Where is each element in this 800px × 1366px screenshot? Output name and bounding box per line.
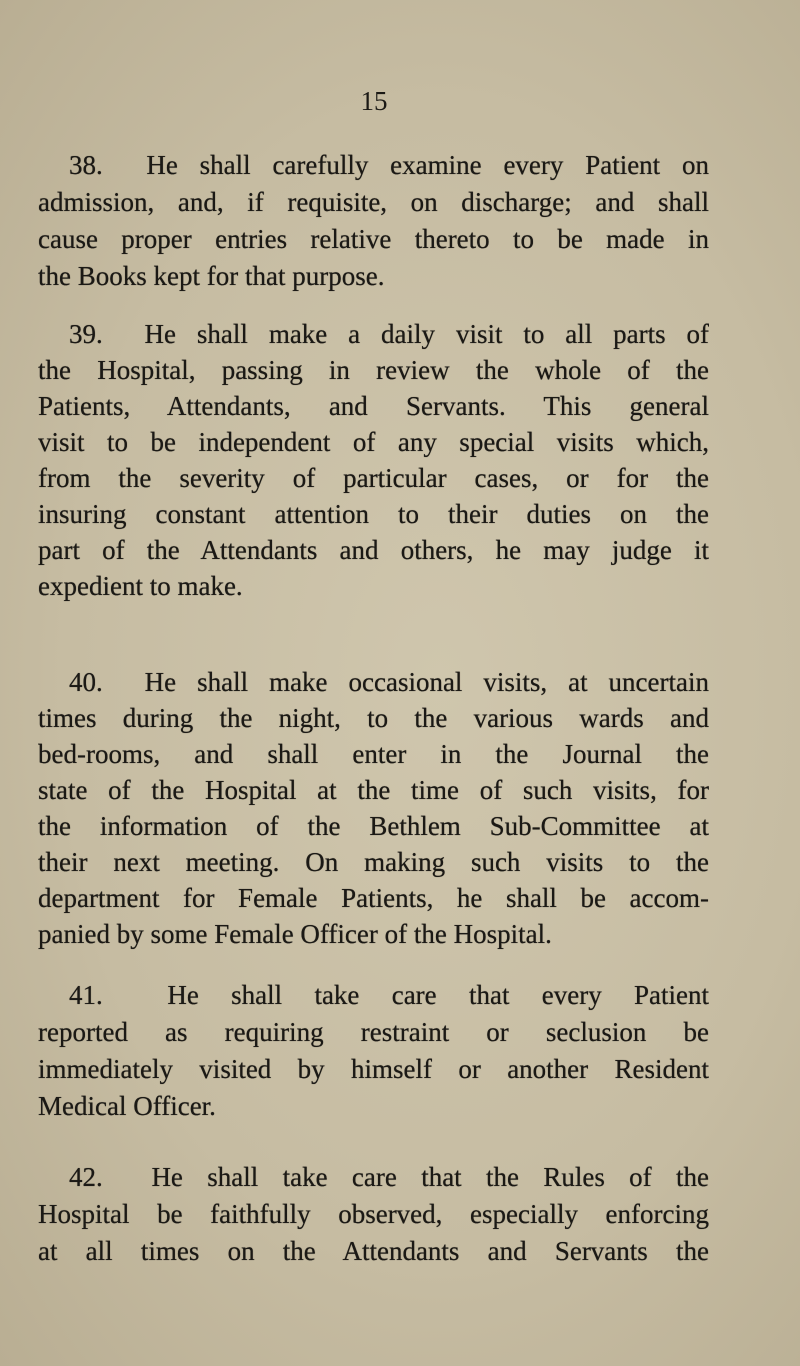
text-line: 42. He shall take care that the Rules of the [69, 1162, 709, 1192]
text-line: Hospital be faithfully observed, especially enforcing [38, 1199, 709, 1229]
paragraph-number: 39. [69, 319, 103, 349]
text-line: expedient to make. [38, 571, 243, 601]
paragraph-38 [38, 147, 709, 295]
text-line: times during the night, to the various wards and [38, 703, 709, 733]
paragraph-number: 41. [69, 980, 103, 1010]
text-line: the Books kept for that purpose. [38, 261, 385, 291]
text-line: part of the Attendants and others, he may judge it [38, 535, 709, 565]
text-line: 40. He shall make occasional visits, at uncertain [69, 667, 709, 697]
text-line: Medical Officer. [38, 1091, 216, 1121]
text-line: panied by some Female Officer of the Hospital. [38, 919, 552, 949]
text-line: state of the Hospital at the time of such visits, for [38, 775, 709, 805]
page-number: 15 [360, 86, 388, 116]
paragraph-number: 40. [69, 667, 103, 697]
text-line: insuring constant attention to their duties on the [38, 499, 709, 529]
text-line: 38. He shall carefully examine every Patient on [69, 150, 709, 180]
text-line: immediately visited by himself or another Resident [38, 1054, 709, 1084]
text-line: Patients, Attendants, and Servants. This general [38, 391, 709, 421]
text-line: visit to be independent of any special visits which, [38, 427, 709, 457]
paragraph-40 [38, 664, 709, 952]
text-line: cause proper entries relative thereto to be made in [38, 224, 709, 254]
text-line: reported as requiring restraint or seclusion be [38, 1017, 709, 1047]
text-line: the Hospital, passing in review the whole of the [38, 355, 709, 385]
text-line: at all times on the Attendants and Servants the [38, 1236, 709, 1266]
paragraph-41 [38, 977, 709, 1125]
text-line: their next meeting. On making such visits to the [38, 847, 709, 877]
paragraph-42 [38, 1159, 709, 1270]
text-line: department for Female Patients, he shall be accom- [38, 883, 709, 913]
text-line: bed-rooms, and shall enter in the Journal the [38, 739, 709, 769]
paragraph-39 [38, 316, 709, 604]
text-line: 41. He shall take care that every Patient [69, 980, 709, 1010]
text-line: from the severity of particular cases, or for the [38, 463, 709, 493]
paragraph-number: 42. [69, 1162, 103, 1192]
text-line: the information of the Bethlem Sub-Committee at [38, 811, 709, 841]
text-line: 39. He shall make a daily visit to all parts of [69, 319, 709, 349]
text-line: admission, and, if requisite, on discharge; and shall [38, 187, 709, 217]
paragraph-number: 38. [69, 150, 103, 180]
